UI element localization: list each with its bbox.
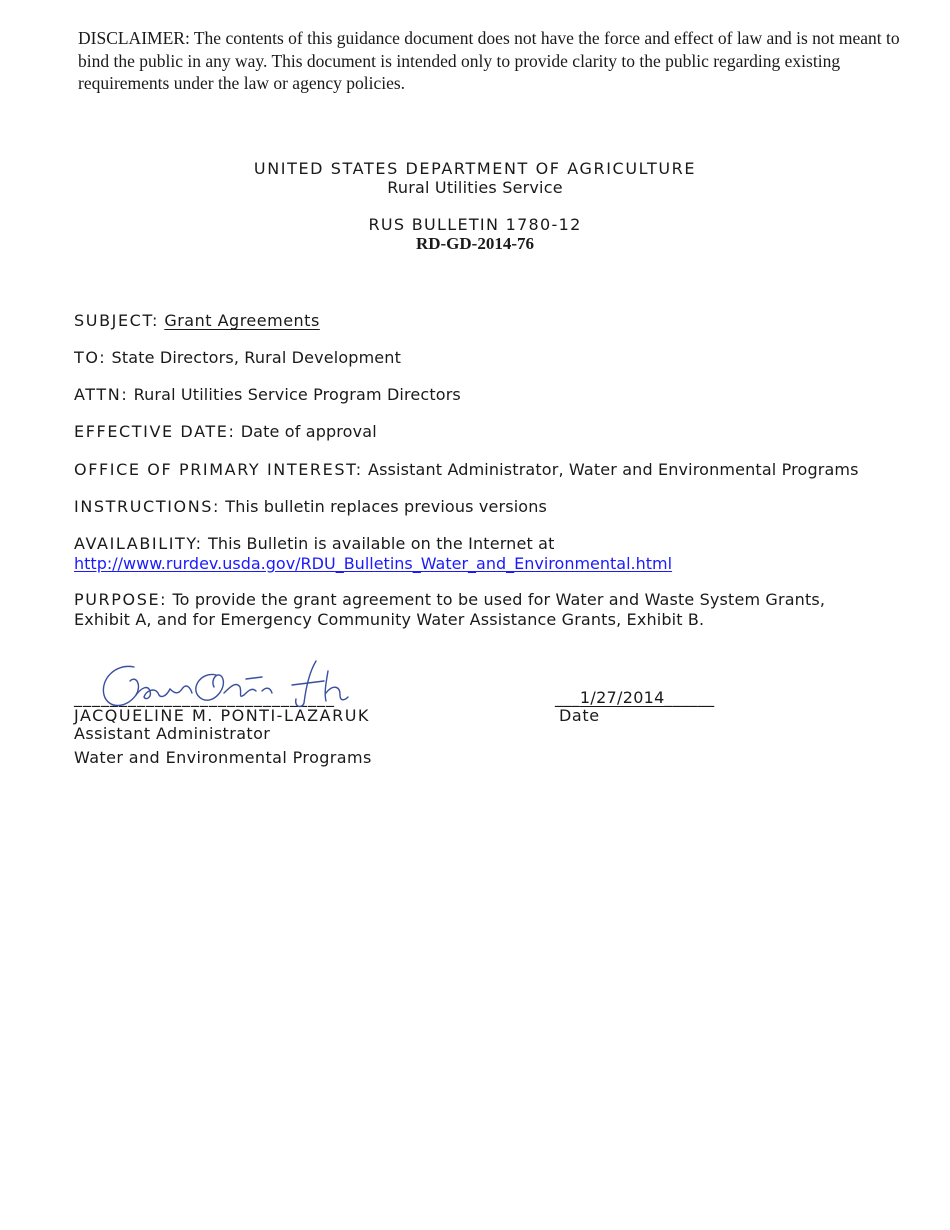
- signature-line: _____________________________: [74, 688, 335, 707]
- attn-label: ATTN:: [74, 385, 129, 404]
- signer-office: Water and Environmental Programs: [74, 748, 372, 767]
- bulletin-number: RUS BULLETIN 1780-12: [368, 215, 582, 234]
- service-heading: Rural Utilities Service: [387, 178, 563, 197]
- to-field: [74, 348, 874, 368]
- availability-field: [74, 534, 874, 573]
- date-label: Date: [559, 706, 600, 725]
- guidance-number: RD-GD-2014-76: [415, 234, 535, 253]
- availability-value: This Bulletin is available on the Internet at: [207, 534, 555, 553]
- date-prefix: ___: [555, 688, 580, 707]
- date-suffix: ______: [664, 688, 715, 707]
- purpose-value: To provide the grant agreement to be used for Water and Waste System Grants, Exhibit A, and for Emergency Community Water Assistance Grants, Exhibit B.: [74, 590, 826, 629]
- subject-value: Grant Agreements: [164, 311, 320, 330]
- to-value: State Directors, Rural Development: [111, 348, 402, 367]
- attn-field: [74, 385, 874, 405]
- department-heading: UNITED STATES DEPARTMENT OF AGRICULTURE: [253, 159, 697, 178]
- office-label: OFFICE OF PRIMARY INTEREST:: [74, 460, 363, 479]
- to-label: TO:: [74, 348, 107, 367]
- subject-label: SUBJECT:: [74, 311, 160, 330]
- instructions-field: [74, 497, 874, 517]
- date-line: [555, 688, 714, 707]
- instructions-value: This bulletin replaces previous versions: [225, 497, 548, 516]
- signer-title: Assistant Administrator: [74, 724, 271, 743]
- effective-date-value: Date of approval: [240, 422, 377, 441]
- signer-name: JACQUELINE M. PONTI-LAZARUK: [74, 706, 370, 725]
- purpose-field: [74, 590, 834, 629]
- office-field: [74, 460, 894, 480]
- date-value: 1/27/2014: [579, 688, 665, 707]
- availability-label: AVAILABILITY:: [74, 534, 203, 553]
- instructions-label: INSTRUCTIONS:: [74, 497, 221, 516]
- office-value: Assistant Administrator, Water and Environmental Programs: [367, 460, 859, 479]
- subject-field: [74, 311, 874, 331]
- attn-value: Rural Utilities Service Program Directors: [133, 385, 461, 404]
- purpose-label: PURPOSE:: [74, 590, 168, 609]
- disclaimer: DISCLAIMER: The contents of this guidance document does not have the force and effect of law and is not meant to bind the public in any way. This document is intended only to provide clarity to the public regarding existing requirements under the law or agency policies.: [78, 28, 900, 93]
- signature-icon: [96, 657, 366, 713]
- bulletins-link[interactable]: http://www.rurdev.usda.gov/RDU_Bulletins_Water_and_Environmental.html: [74, 553, 673, 573]
- effective-date-label: EFFECTIVE DATE:: [74, 422, 236, 441]
- effective-date-field: [74, 422, 874, 442]
